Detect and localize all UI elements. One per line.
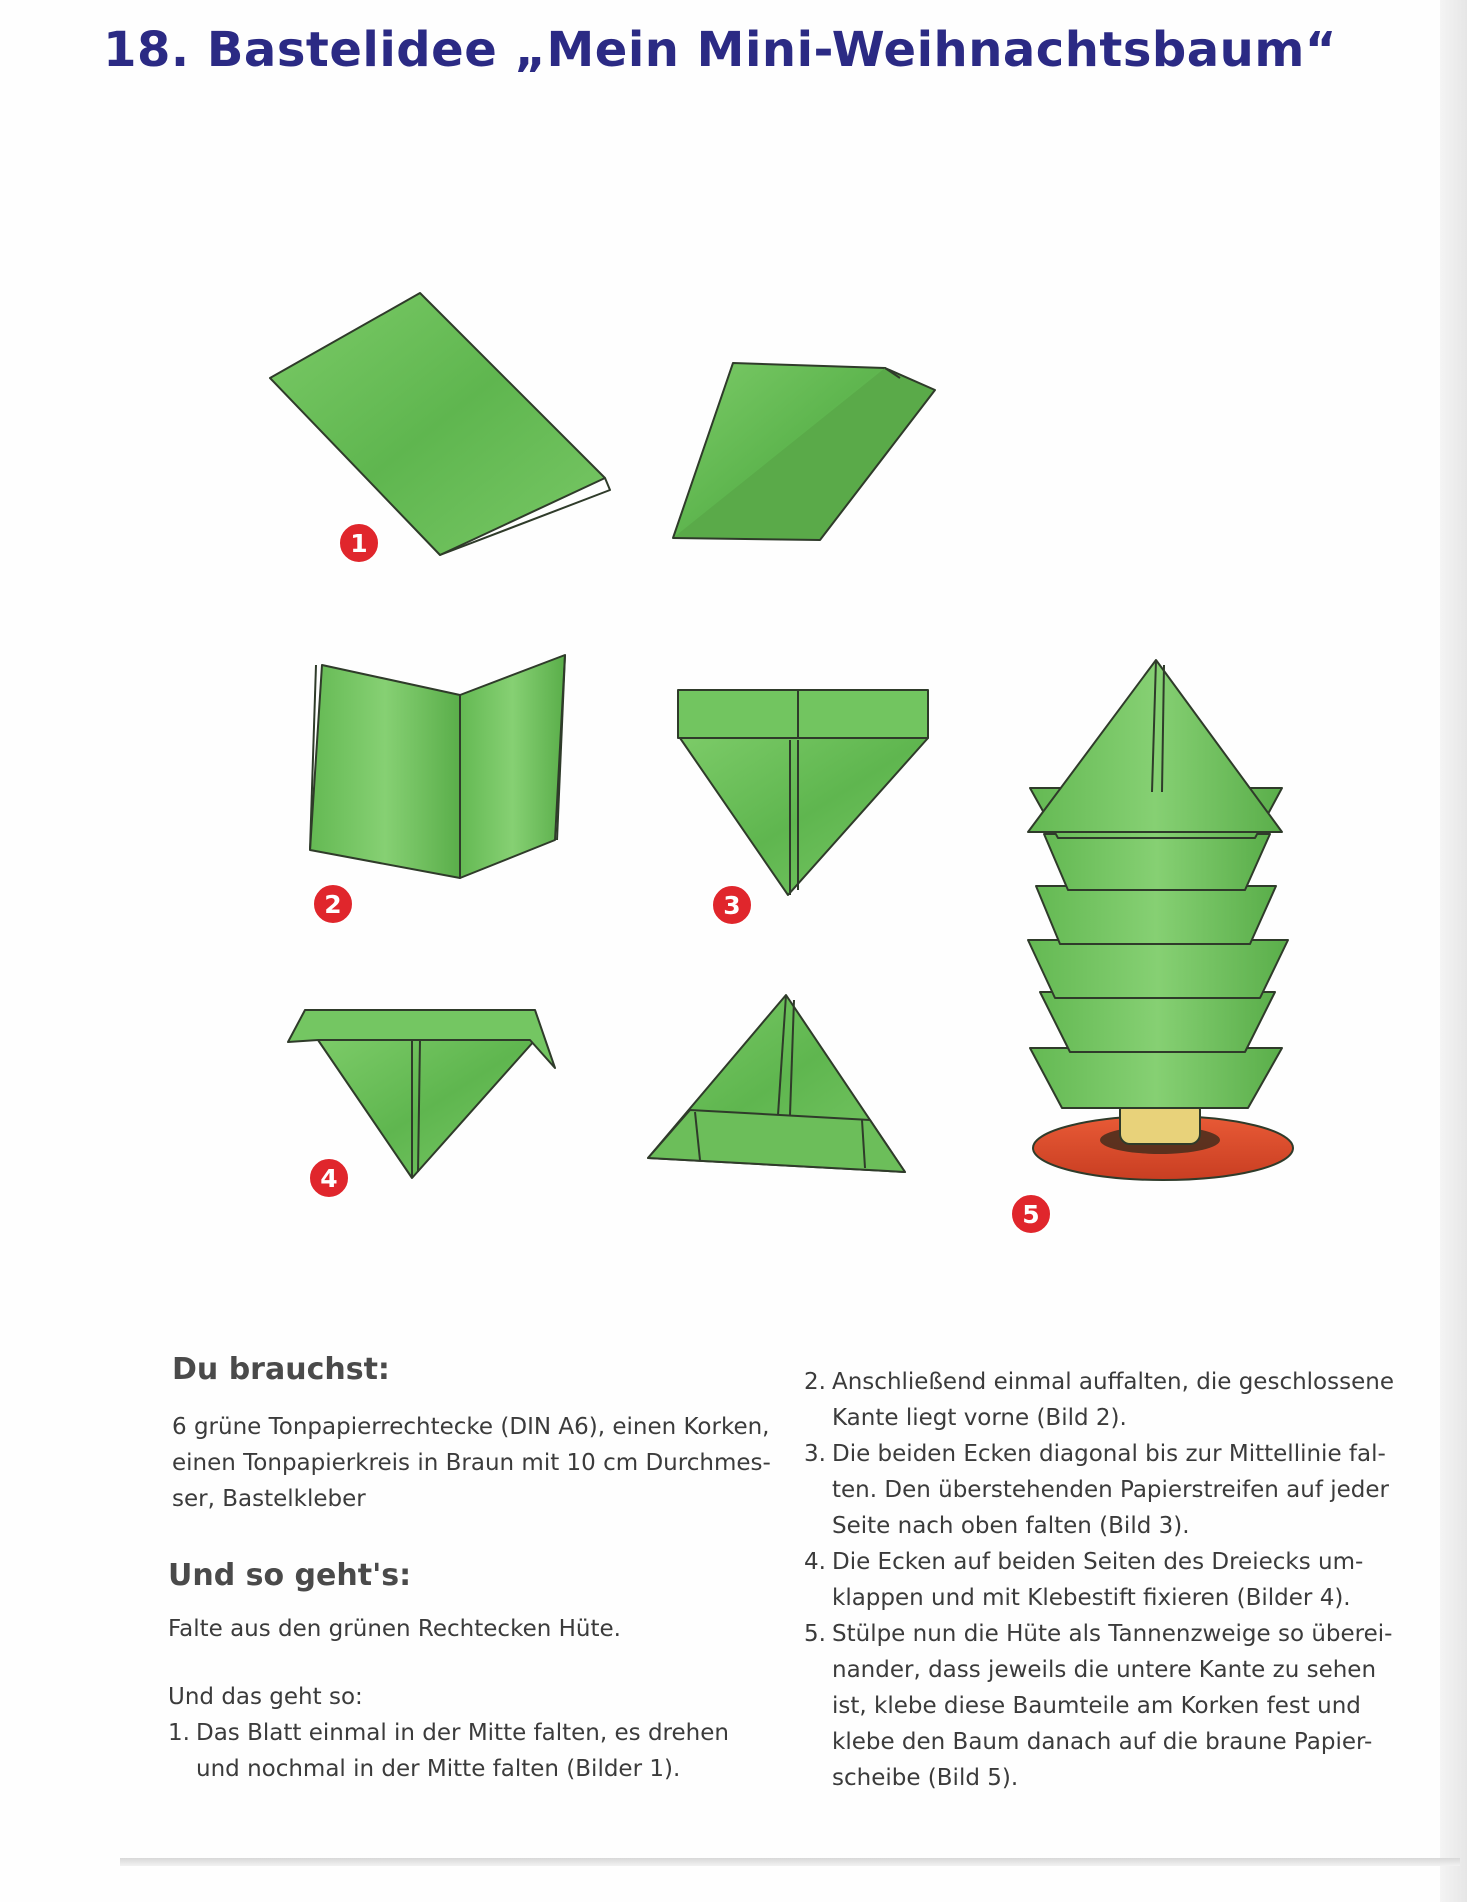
- step-badge-5: [1011, 1194, 1051, 1234]
- step-item-number: 2.: [804, 1369, 826, 1395]
- howto-intro: Falte aus den grünen Rechtecken Hüte.: [168, 1616, 621, 1642]
- howto-heading: Und so geht's:: [168, 1558, 412, 1593]
- step-item-line: ten. Den überstehenden Papierstreifen auf jeder: [832, 1477, 1389, 1503]
- step-item-line: Stülpe nun die Hüte als Tannenzweige so überei-: [832, 1621, 1393, 1647]
- step-item-line: Die beiden Ecken diagonal bis zur Mittellinie fal-: [832, 1441, 1386, 1467]
- step-item-1: [168, 1715, 788, 1787]
- materials-line: 6 grüne Tonpapierrechtecke (DIN A6), einen Korken,: [172, 1414, 770, 1440]
- step-item-number: 3.: [804, 1441, 826, 1467]
- materials-line: einen Tonpapierkreis in Braun mit 10 cm Durchmes-: [172, 1450, 771, 1476]
- step4-upright-hat: [648, 995, 905, 1172]
- scan-edge-right: [1440, 0, 1467, 1902]
- step2-opened-sheet: [310, 655, 565, 878]
- step-item-3: [804, 1436, 1424, 1544]
- step-item-line: klebe den Baum danach auf die braune Papier-: [832, 1729, 1373, 1755]
- step-number: 2: [324, 890, 342, 919]
- step-item-line: Seite nach oben falten (Bild 3).: [832, 1513, 1190, 1539]
- steps-list-right: [804, 1364, 1424, 1796]
- step-item-line: ist, klebe diese Baumteile am Korken fest und: [832, 1693, 1361, 1719]
- step-item-2: [804, 1364, 1424, 1436]
- step-badge-1: [339, 523, 379, 563]
- step-number: 3: [723, 891, 741, 920]
- step4-hat-flaps: [288, 1010, 555, 1178]
- step-item-line: Die Ecken auf beiden Seiten des Dreiecks um-: [832, 1549, 1364, 1575]
- steps-list-left: [168, 1715, 788, 1787]
- scan-edge-bottom: [120, 1858, 1460, 1866]
- step-badge-2: [313, 884, 353, 924]
- step-item-number: 5.: [804, 1621, 826, 1647]
- step-item-number: 4.: [804, 1549, 826, 1575]
- step-number: 1: [350, 529, 368, 558]
- page-title: 18. Bastelidee „Mein Mini-Weihnachtsbaum“: [103, 22, 1337, 78]
- step-number: 5: [1022, 1200, 1040, 1229]
- materials-heading: Du brauchst:: [172, 1352, 390, 1387]
- materials-text: [172, 1409, 792, 1517]
- step-item-4: [804, 1544, 1424, 1616]
- materials-section: [172, 1352, 792, 1517]
- step1-double-folded-sheet: [673, 363, 935, 540]
- step5-finished-tree: [1028, 660, 1293, 1180]
- step-item-5: [804, 1616, 1424, 1796]
- step-item-line: Kante liegt vorne (Bild 2).: [832, 1405, 1127, 1431]
- step-item-line: Anschließend einmal auffalten, die geschlossene: [832, 1369, 1394, 1395]
- step3-hat-fold: [678, 690, 928, 895]
- step-badge-3: [712, 885, 752, 925]
- step-item-line: Das Blatt einmal in der Mitte falten, es drehen: [196, 1720, 729, 1746]
- howto-section: [168, 1558, 788, 1787]
- step-item-line: scheibe (Bild 5).: [832, 1765, 1019, 1791]
- step-badge-4: [309, 1158, 349, 1198]
- steps-right-column: [804, 1364, 1424, 1796]
- materials-line: ser, Bastelkleber: [172, 1486, 366, 1512]
- step1-folded-sheet: [270, 293, 610, 555]
- step-item-number: 1.: [168, 1720, 190, 1746]
- step-number: 4: [320, 1164, 338, 1193]
- step-item-line: klappen und mit Klebestift fixieren (Bilder 4).: [832, 1585, 1351, 1611]
- howto-lead: Und das geht so:: [168, 1684, 363, 1710]
- step-item-line: nander, dass jeweils die untere Kante zu sehen: [832, 1657, 1377, 1683]
- step-item-line: und nochmal in der Mitte falten (Bilder 1).: [196, 1756, 681, 1782]
